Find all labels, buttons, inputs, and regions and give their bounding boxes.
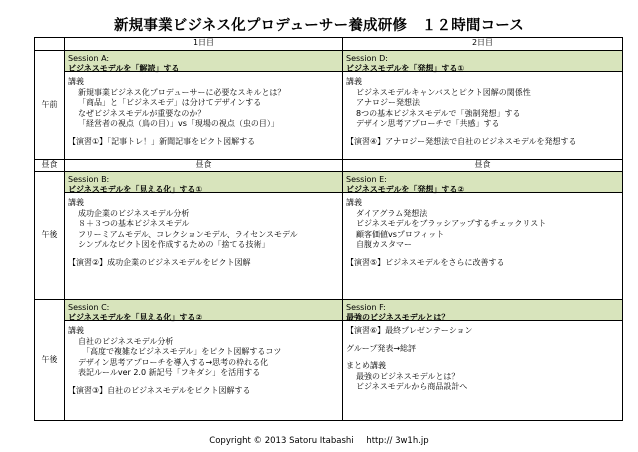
- session-c-item: 自社のビジネスモデル分析: [78, 336, 174, 346]
- session-d-title: ビジネスモデルを「発想」する①: [346, 63, 465, 73]
- session-c-item: 「高度で複雑なビジネスモデル」をピクト図解するコツ: [82, 347, 282, 356]
- header-row: [35, 38, 623, 51]
- session-f-id: Session F:: [346, 303, 386, 312]
- session-c-exercise: 【演習③】自社のビジネスモデルをピクト図解する: [68, 385, 251, 395]
- session-b-item: 成功企業のビジネスモデル分析: [78, 208, 190, 218]
- session-d-header: [343, 51, 622, 72]
- session-f-title: 最強のビジネスモデルとは？: [346, 312, 450, 322]
- morning-label: 午前: [35, 51, 65, 160]
- session-e-body: [343, 193, 622, 271]
- page-title: 新規事業ビジネス化プロデューサー養成研修 １２時間コース: [113, 18, 524, 34]
- session-e-item: ビジネスモデルをブラッシアップするチェックリスト: [356, 219, 547, 228]
- lunch-day1: 昼食: [65, 160, 343, 172]
- session-c-title: ビジネスモデルを「見える化」する②: [68, 312, 203, 322]
- session-d-cell: [343, 51, 623, 160]
- session-d-item: デザイン思考アプローチで「共感」する: [356, 119, 500, 128]
- session-d-id: Session D:: [346, 54, 388, 63]
- session-d-item: 8つの基本ビジネスモデルで「強制発想」する: [356, 108, 521, 118]
- session-f-header: [343, 300, 622, 321]
- session-f-line3: まとめ講義: [346, 361, 386, 370]
- footer-url: http:// 3w1h.jp: [366, 436, 429, 446]
- lunch-label: 昼食: [35, 160, 65, 172]
- session-d-item: ビジネスモデルキャンバスとピクト図解の関係性: [356, 87, 531, 97]
- session-b-title: ビジネスモデルを「見える化」する①: [68, 184, 203, 194]
- afternoon-row-1: [35, 172, 623, 300]
- session-c-id: Session C:: [68, 303, 110, 312]
- session-a-header: [65, 51, 342, 72]
- session-d-item: アナロジー発想法: [356, 98, 420, 107]
- session-f-item: 最強のビジネスモデルとは？: [356, 371, 460, 381]
- afternoon-row-2: [35, 300, 623, 421]
- session-e-title: ビジネスモデルを「発想」する②: [346, 184, 465, 194]
- session-a-id: Session A:: [68, 54, 110, 63]
- session-e-header: [343, 172, 622, 193]
- session-d-lecture: 講義: [346, 77, 362, 86]
- session-f-cell: [343, 300, 623, 421]
- lunch-day2: 昼食: [343, 160, 623, 172]
- session-a-lecture: 講義: [68, 77, 84, 86]
- session-c-lecture: 講義: [68, 326, 84, 335]
- session-b-lecture: 講義: [68, 198, 84, 207]
- session-e-lecture: 講義: [346, 198, 362, 207]
- afternoon-label: 午後: [35, 172, 65, 300]
- session-b-cell: [65, 172, 343, 300]
- session-a-item: 「商品」と「ビジネスモデ」は分けてデザインする: [78, 98, 262, 107]
- session-b-item: フリーミアムモデル、コレクションモデル、ライセンスモデル: [78, 229, 298, 239]
- session-b-exercise: 【演習②】成功企業のビジネスモデルをピクト図解: [68, 257, 251, 267]
- session-c-header: [65, 300, 342, 321]
- day2-header: 2日目: [343, 38, 623, 51]
- morning-row: [35, 51, 623, 160]
- session-b-item: ８＋３つの基本ビジネスモデル: [78, 219, 190, 228]
- session-d-exercise: 【演習④】アナロジー発想法で自社のビジネスモデルを発想する: [346, 136, 577, 146]
- session-f-item: ビジネスモデルから商品設計へ: [356, 382, 468, 391]
- session-d-body: [343, 72, 622, 150]
- session-e-cell: [343, 172, 623, 300]
- session-a-exercise: 【演習①】「記事トレ！」新聞記事をピクト図解する: [68, 136, 256, 146]
- session-e-item: ダイアグラム発想法: [356, 208, 428, 218]
- lunch-row: [35, 160, 623, 172]
- session-f-line1: 【演習⑥】最終プレゼンテーション: [346, 326, 473, 335]
- session-a-body: [65, 72, 342, 150]
- session-a-item: なぜビジネスモデルが重要なのか？: [78, 108, 206, 118]
- session-b-item: シンプルなピクト図を作成するための「捨てる技術」: [78, 240, 270, 249]
- session-a-cell: [65, 51, 343, 160]
- copyright-text: Copyright © 2013 Satoru Itabashi: [209, 436, 354, 446]
- session-c-item: 表記ルールver 2.0 新記号「フキダシ」を活用する: [78, 368, 261, 377]
- session-e-exercise: 【演習⑤】ビジネスモデルをさらに改善する: [346, 257, 505, 267]
- session-e-item: 自腹カスタマー: [356, 240, 412, 249]
- day1-header: 1日目: [65, 38, 343, 51]
- footer: [0, 436, 638, 446]
- session-c-body: [65, 321, 342, 399]
- session-b-header: [65, 172, 342, 193]
- session-c-item: デザイン思考アプローチを導入する→思考の枠れる化: [78, 357, 269, 367]
- session-b-id: Session B:: [68, 175, 110, 184]
- session-f-line2: グループ発表→総評: [346, 343, 417, 353]
- afternoon-label: 午後: [35, 300, 65, 421]
- header-blank: [35, 38, 65, 51]
- session-c-cell: [65, 300, 343, 421]
- session-a-item: 「経営者の視点（鳥の目）」vs「現場の視点（虫の目）」: [78, 119, 279, 128]
- session-b-body: [65, 193, 342, 271]
- schedule-table: [34, 37, 623, 421]
- session-a-item: 新規事業ビジネス化プロデューサーに必要なスキルとは？: [78, 87, 286, 97]
- session-e-id: Session E:: [346, 175, 387, 184]
- session-a-title: ビジネスモデルを「解読」する: [68, 63, 180, 73]
- session-e-item: 顧客価値vsプロフィット: [356, 229, 445, 239]
- session-f-body: [343, 321, 622, 396]
